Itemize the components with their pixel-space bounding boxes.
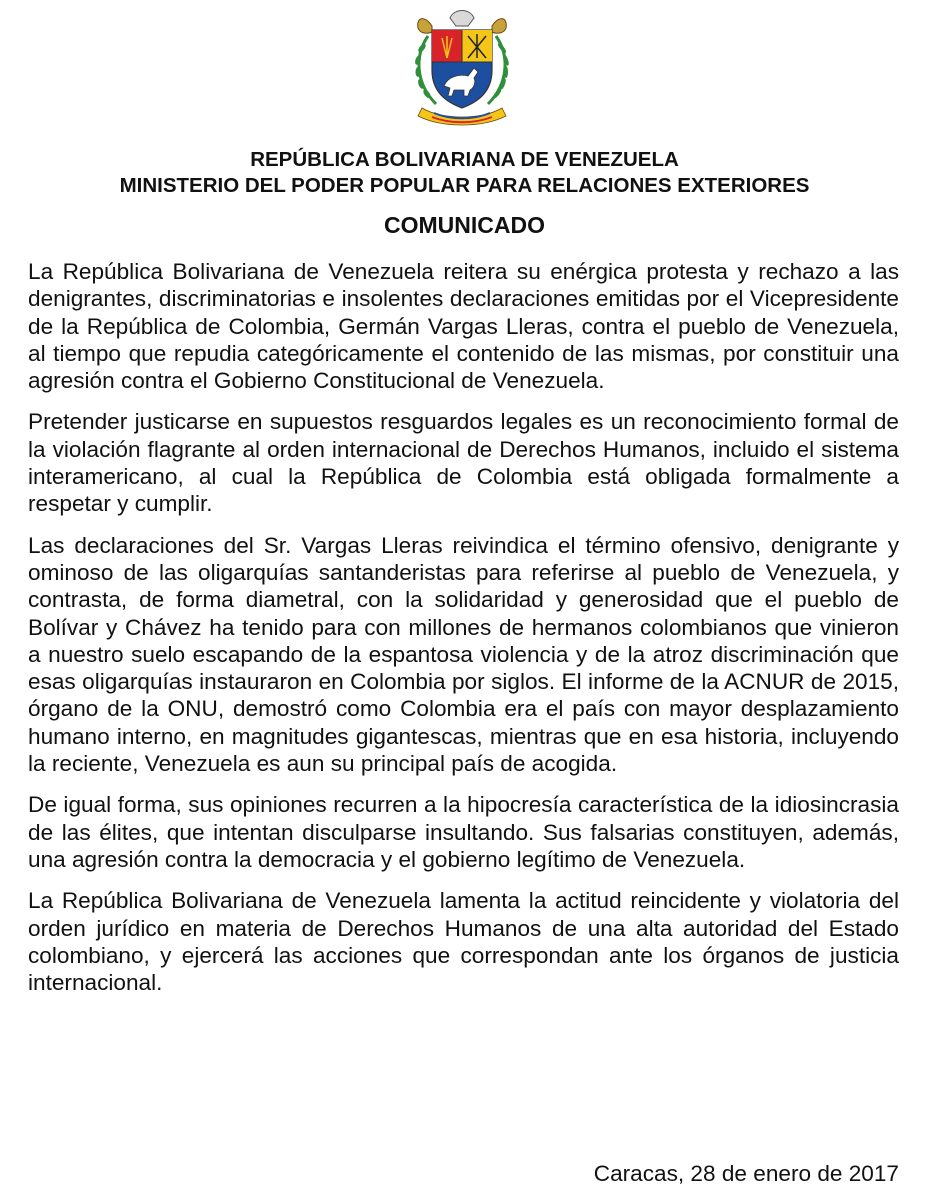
cornucopia-center — [450, 11, 474, 27]
body-paragraph: De igual forma, sus opiniones recurren a la hipocresía característica de la idiosincrasia de las élites, que intentan disculparse insultando. Sus falsarias constituyen, además, una agresión contra la democracia y el gobierno legítimo de Venezuela. — [28, 792, 899, 872]
coat-of-arms-icon — [402, 4, 522, 128]
body-paragraph: La República Bolivariana de Venezuela lamenta la actitud reincidente y violatoria del orden jurídico en materia de Derechos Humanos de una alta autoridad del Estado colombiano, y ejercerá las acciones que correspondan ante los órganos de justicia internacional. — [28, 888, 899, 996]
body-paragraph: Las declaraciones del Sr. Vargas Lleras reivindica el término ofensivo, denigrante y ominoso de las oligarquías santanderistas para referirse al pueblo de Venezuela, y contrasta, de forma diametral, con la solidaridad y generosidad que el pueblo de Bolívar y Chávez ha tenido para con millones de hermanos colombianos que vinieron a nuestro suelo escapando de la espantosa violencia y de la atroz discriminación que esas oligarquías instauraron en Colombia por siglos. El informe de la ACNUR de 2015, órgano de la ONU, demostró como Colombia era el país con mayor desplazamiento humano interno, en magnitudes gigantescas, mientras que en esa historia, incluyendo la reciente, Venezuela es aun su principal país de acogida. — [28, 532, 899, 777]
header-ministry: MINISTERIO DEL PODER POPULAR PARA RELACIONES EXTERIORES — [119, 174, 810, 197]
document-body — [28, 258, 899, 1010]
document-title: COMUNICADO — [384, 212, 545, 238]
header-country: REPÚBLICA BOLIVARIANA DE VENEZUELA — [250, 148, 679, 171]
cornucopia-right — [492, 19, 506, 34]
document-header — [0, 147, 929, 199]
cornucopia-left — [418, 19, 432, 34]
body-paragraph: La República Bolivariana de Venezuela reitera su enérgica protesta y rechazo a las denigrantes, discriminatorias e insolentes declaraciones emitidas por el Vicepresidente de la República de Colombia, Germán Vargas Lleras, contra el pueblo de Venezuela, al tiempo que repudia categóricamente el contenido de las mismas, por constituir una agresión contra el Gobierno Constitucional de Venezuela. — [28, 259, 899, 394]
place-and-date: Caracas, 28 de enero de 2017 — [593, 1161, 899, 1186]
body-paragraph: Pretender justicarse en supuestos resguardos legales es un reconocimiento formal de la violación flagrante al orden internacional de Derechos Humanos, incluido el sistema interamericano, al cual la República de Colombia está obligada formalmente a respetar y cumplir. — [28, 409, 899, 517]
